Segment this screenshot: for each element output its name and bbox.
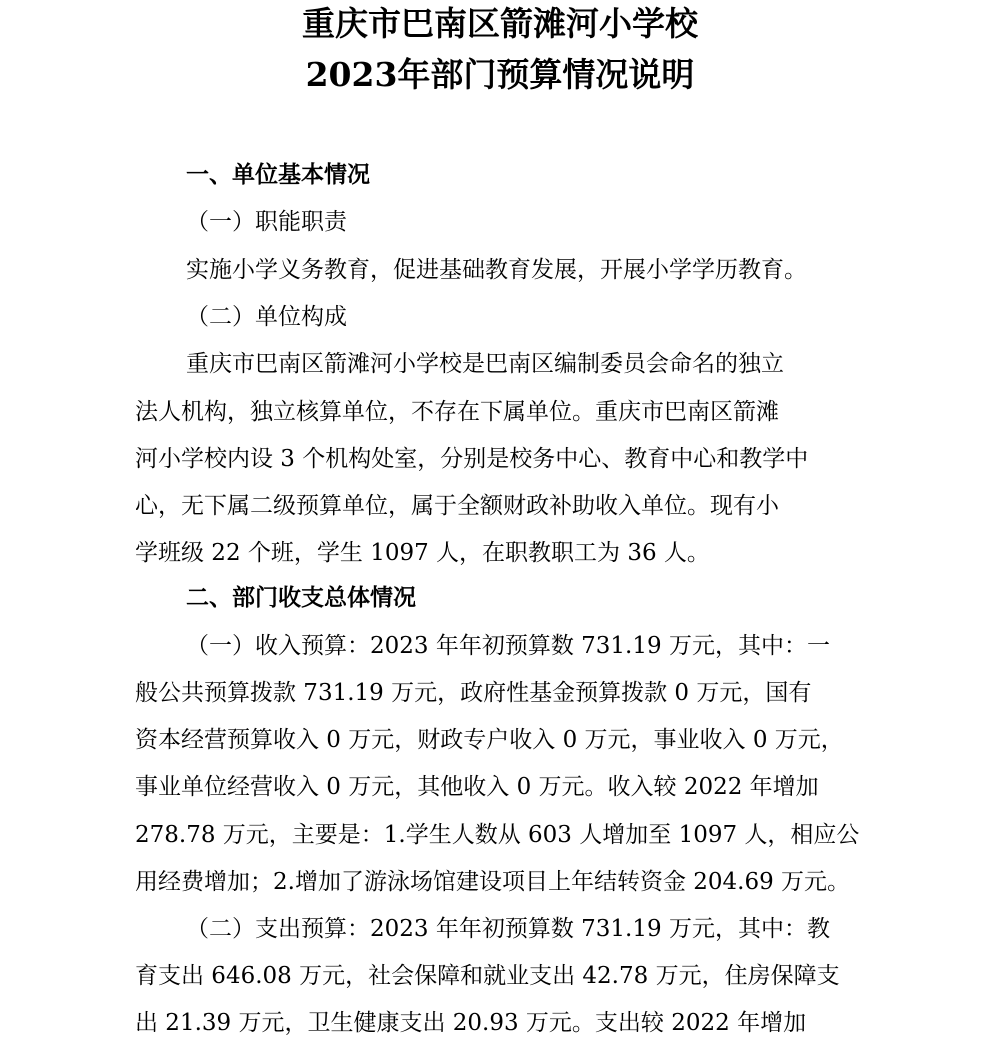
paragraph-line: 法人机构，独立核算单位，不存在下属单位。重庆市巴南区箭滩 bbox=[135, 399, 779, 425]
paragraph-line: 重庆市巴南区箭滩河小学校是巴南区编制委员会命名的独立 bbox=[186, 351, 784, 377]
paragraph-line: 育支出 646.08 万元，社会保障和就业支出 42.78 万元，住房保障支 bbox=[135, 963, 840, 989]
paragraph-line: 心，无下属二级预算单位，属于全额财政补助收入单位。现有小 bbox=[135, 493, 779, 519]
subsection-heading-composition: （二）单位构成 bbox=[186, 304, 347, 330]
paragraph-line: 学班级 22 个班，学生 1097 人，在职教职工为 36 人。 bbox=[135, 540, 710, 566]
paragraph-line: 般公共预算拨款 731.19 万元，政府性基金预算拨款 0 万元，国有 bbox=[135, 680, 812, 706]
paragraph-line: （二）支出预算：2023 年年初预算数 731.19 万元，其中：教 bbox=[186, 916, 830, 942]
document-title-line1: 重庆市巴南区箭滩河小学校 bbox=[302, 4, 698, 43]
paragraph-line: （一）收入预算：2023 年年初预算数 731.19 万元，其中：一 bbox=[186, 633, 830, 659]
paragraph-line: 278.78 万元，主要是：1.学生人数从 603 人增加至 1097 人，相应公 bbox=[135, 822, 860, 848]
paragraph-line: 用经费增加；2.增加了游泳场馆建设项目上年结转资金 204.69 万元。 bbox=[135, 869, 851, 895]
paragraph-line: 事业单位经营收入 0 万元，其他收入 0 万元。收入较 2022 年增加 bbox=[135, 774, 819, 800]
paragraph-line: 出 21.39 万元，卫生健康支出 20.93 万元。支出较 2022 年增加 bbox=[135, 1010, 807, 1036]
document-title-line2: 2023年部门预算情况说明 bbox=[305, 55, 695, 94]
section-heading-basic-info: 一、单位基本情况 bbox=[186, 161, 370, 188]
paragraph-line: 河小学校内设 3 个机构处室，分别是校务中心、教育中心和教学中 bbox=[135, 446, 809, 472]
subsection-heading-functions: （一）职能职责 bbox=[186, 209, 347, 235]
paragraph-line: 实施小学义务教育，促进基础教育发展，开展小学学历教育。 bbox=[186, 257, 807, 283]
section-heading-budget-overview: 二、部门收支总体情况 bbox=[186, 584, 416, 611]
paragraph-line: 资本经营预算收入 0 万元，财政专户收入 0 万元，事业收入 0 万元， bbox=[135, 727, 844, 753]
